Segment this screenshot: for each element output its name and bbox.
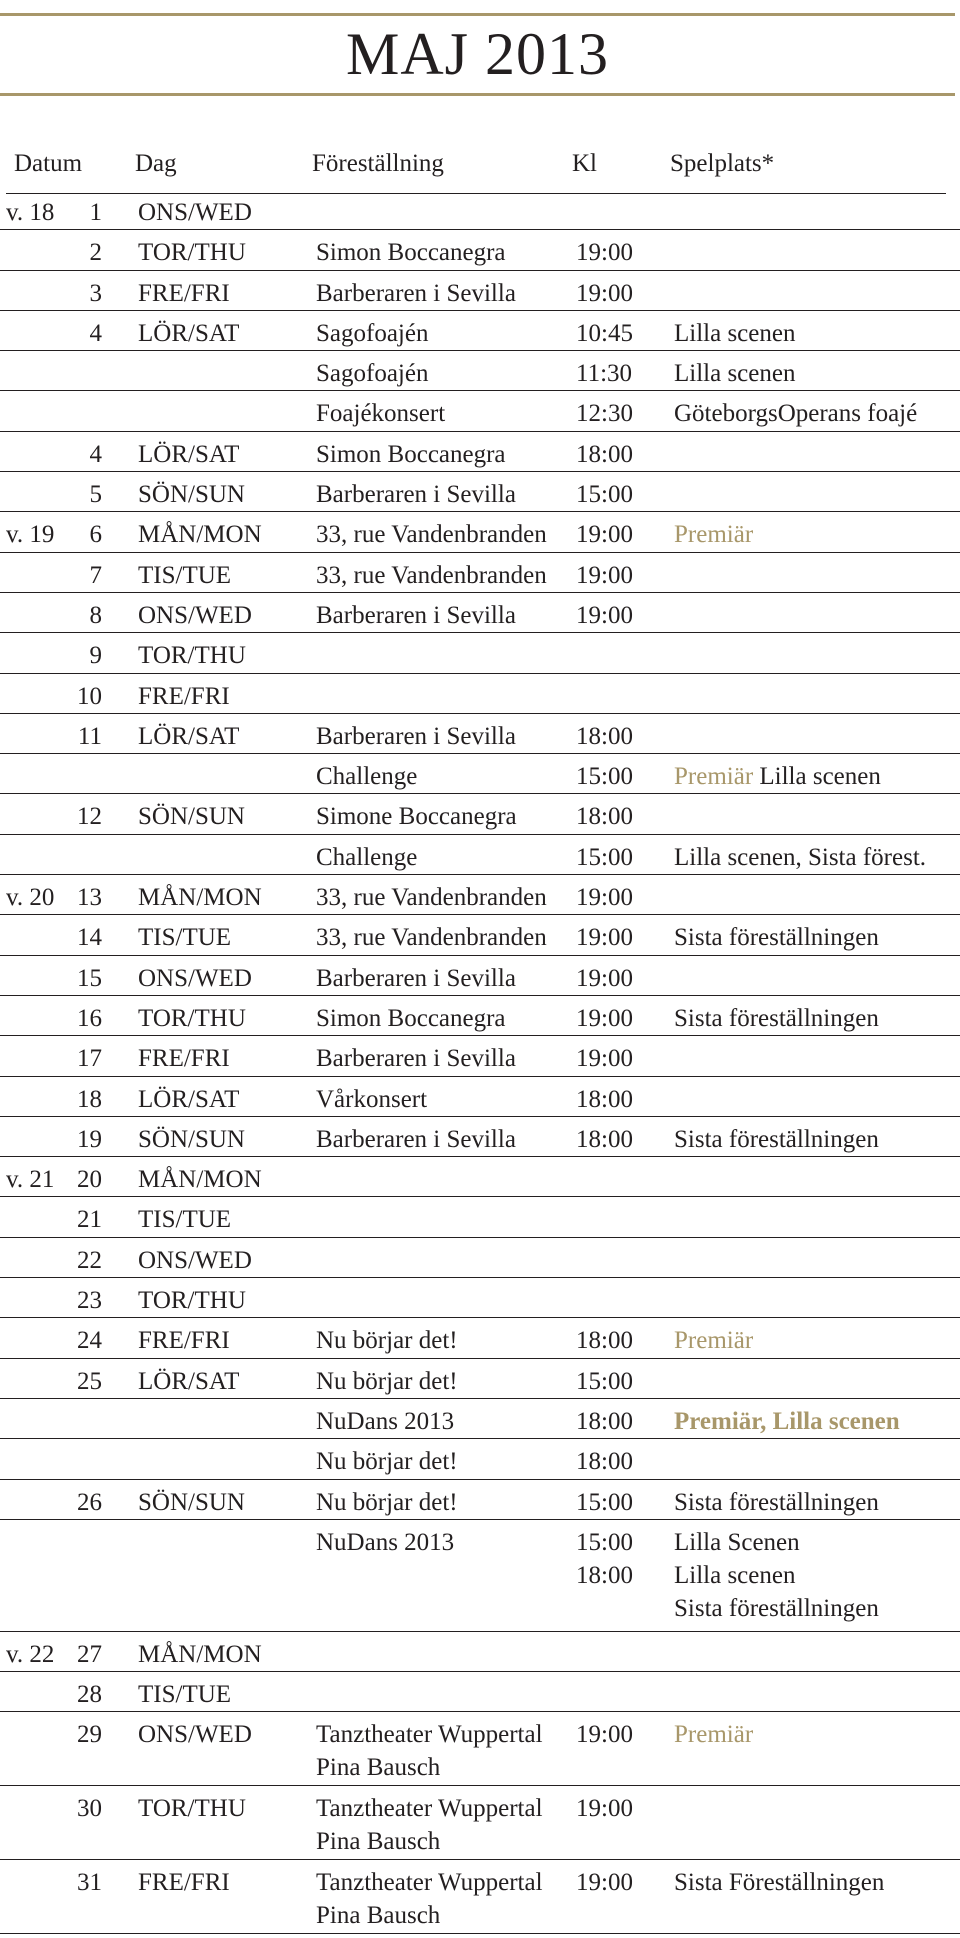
day-cell: TOR/THU	[138, 642, 246, 670]
show-cell-line: Barberaren i Sevilla	[316, 964, 516, 992]
day-cell: TIS/TUE	[138, 1681, 232, 1709]
show-cell-line: Simon Boccanegra	[316, 239, 506, 267]
venue-cell	[674, 841, 926, 874]
table-row	[0, 1036, 960, 1076]
venue-cell	[674, 1324, 753, 1357]
table-row	[0, 190, 960, 230]
show-cell-line: Pina Bausch	[316, 1754, 441, 1782]
time-cell-line: 15:00	[576, 1528, 633, 1556]
show-cell	[316, 1042, 516, 1075]
day-cell: TOR/THU	[138, 1795, 246, 1823]
show-cell-line: Barberaren i Sevilla	[316, 722, 516, 750]
table-row	[0, 351, 960, 391]
time-cell-line: 19:00	[576, 561, 633, 589]
venue-cell	[674, 1866, 884, 1899]
venue-cell	[674, 1002, 879, 1035]
show-cell-line: Simone Boccanegra	[316, 803, 517, 831]
table-row	[0, 311, 960, 351]
venue-cell	[674, 1526, 879, 1625]
table-row	[0, 754, 960, 794]
show-cell	[316, 1526, 454, 1559]
venue-cell	[674, 357, 795, 390]
time-cell-line: 19:00	[576, 1869, 633, 1897]
premiere-badge: Premiär	[674, 1327, 754, 1355]
show-cell	[316, 277, 516, 310]
time-cell-line: 19:00	[576, 239, 633, 267]
header-kl: Kl	[572, 150, 597, 177]
table-row	[0, 432, 960, 472]
table-row	[0, 1238, 960, 1278]
date-cell: 4	[89, 319, 102, 347]
time-cell-line: 18:00	[576, 722, 633, 750]
day-cell: FRE/FRI	[138, 1869, 230, 1897]
table-row	[0, 633, 960, 673]
show-cell	[316, 559, 547, 592]
time-cell	[576, 1123, 633, 1156]
show-cell	[316, 962, 516, 995]
venue-cell-line: Lilla scenen, Sista förest.	[674, 843, 927, 871]
table-row	[0, 1672, 960, 1712]
day-cell: ONS/WED	[138, 1246, 252, 1274]
day-cell: ONS/WED	[138, 199, 252, 226]
venue-cell-line: Sista föreställningen	[674, 1488, 879, 1516]
show-cell-line: Tanztheater Wuppertal	[316, 1721, 543, 1749]
show-cell	[316, 1792, 543, 1858]
venue-cell	[674, 1405, 900, 1438]
time-cell	[576, 1042, 633, 1075]
table-row	[0, 1197, 960, 1237]
date-cell: 15	[77, 964, 102, 992]
venue-cell-line: Sista föreställningen	[674, 1594, 879, 1622]
time-cell	[576, 559, 633, 592]
date-cell: 30	[77, 1795, 102, 1823]
time-cell	[576, 478, 633, 511]
time-cell-line: 19:00	[576, 884, 633, 912]
day-cell: SÖN/SUN	[138, 1488, 245, 1516]
header-datum: Datum	[14, 150, 83, 177]
time-cell	[576, 1486, 633, 1519]
time-cell-line: 18:00	[576, 1125, 633, 1153]
time-cell	[576, 397, 633, 430]
schedule-table	[0, 190, 960, 1934]
show-cell-line: 33, rue Vandenbranden	[316, 884, 547, 912]
time-cell	[576, 841, 633, 874]
week-cell: v. 18	[6, 199, 55, 226]
week-cell: v. 22	[6, 1640, 55, 1668]
venue-cell	[674, 921, 879, 954]
date-cell: 13	[77, 884, 102, 912]
show-cell-line: Nu börjar det!	[316, 1327, 458, 1355]
venue-cell-line: Lilla Scenen	[674, 1528, 800, 1556]
time-cell-line: 11:30	[576, 360, 633, 388]
time-cell	[576, 1445, 633, 1478]
day-cell: MÅN/MON	[138, 1640, 262, 1668]
time-cell-line: 19:00	[576, 1721, 633, 1749]
show-cell-line: Pina Bausch	[316, 1902, 441, 1930]
table-row	[0, 271, 960, 311]
day-cell: TIS/TUE	[138, 924, 232, 952]
date-cell: 29	[77, 1721, 102, 1749]
show-cell-line: Foajékonsert	[316, 400, 446, 428]
show-cell	[316, 317, 428, 350]
show-cell-line: Barberaren i Sevilla	[316, 279, 516, 307]
show-cell	[316, 478, 516, 511]
table-row	[0, 1077, 960, 1117]
time-cell-line: 18:00	[576, 1407, 633, 1435]
day-cell: MÅN/MON	[138, 521, 262, 549]
show-cell-line: Simon Boccanegra	[316, 440, 506, 468]
day-cell: ONS/WED	[138, 1721, 252, 1749]
day-cell: TIS/TUE	[138, 561, 232, 589]
time-cell-line: 18:00	[576, 1327, 633, 1355]
table-row	[0, 1278, 960, 1318]
venue-cell-line: Sista föreställningen	[674, 1004, 879, 1032]
day-cell: FRE/FRI	[138, 1327, 230, 1355]
venue-cell	[674, 760, 881, 793]
time-cell-line: 18:00	[576, 1561, 633, 1589]
venue-cell	[674, 317, 795, 350]
venue-cell-line: Lilla scenen	[674, 1561, 796, 1589]
show-cell	[316, 921, 547, 954]
premiere-badge: Premiär	[674, 763, 754, 791]
table-row	[0, 674, 960, 714]
date-cell: 8	[89, 601, 102, 629]
time-cell-line: 19:00	[576, 601, 633, 629]
table-header	[0, 146, 955, 186]
show-cell-line: NuDans 2013	[316, 1407, 455, 1435]
time-cell	[576, 881, 633, 914]
date-cell: 27	[77, 1640, 102, 1668]
table-row	[0, 1439, 960, 1479]
premiere-badge: Premiär, Lilla scenen	[674, 1407, 900, 1435]
table-row	[0, 391, 960, 431]
time-cell	[576, 1083, 633, 1116]
day-cell: LÖR/SAT	[138, 440, 240, 468]
time-cell-line: 19:00	[576, 279, 633, 307]
show-cell-line: Vårkonsert	[316, 1085, 428, 1113]
day-cell: ONS/WED	[138, 964, 252, 992]
time-cell	[576, 760, 633, 793]
day-cell: TIS/TUE	[138, 1206, 232, 1234]
date-cell: 26	[77, 1488, 102, 1516]
show-cell	[316, 841, 417, 874]
table-row	[0, 593, 960, 633]
header-spelplats: Spelplats*	[670, 150, 775, 177]
time-cell-line: 15:00	[576, 843, 633, 871]
page-title: MAJ 2013	[345, 21, 610, 87]
table-row	[0, 472, 960, 512]
show-cell	[316, 236, 506, 269]
time-cell	[576, 1792, 633, 1825]
show-cell	[316, 599, 516, 632]
time-cell	[576, 277, 633, 310]
day-cell: FRE/FRI	[138, 279, 230, 307]
time-cell-line: 19:00	[576, 1045, 633, 1073]
header-dag: Dag	[135, 150, 177, 177]
day-cell: TOR/THU	[138, 239, 246, 267]
show-cell-line: Barberaren i Sevilla	[316, 1045, 516, 1073]
date-cell: 25	[77, 1367, 102, 1395]
time-cell-line: 19:00	[576, 1004, 633, 1032]
table-row	[0, 1117, 960, 1157]
show-cell-line: Pina Bausch	[316, 1828, 441, 1856]
time-cell-line: 15:00	[576, 763, 633, 791]
table-row	[0, 1318, 960, 1358]
show-cell-line: Sagofoajén	[316, 319, 429, 347]
week-cell: v. 21	[6, 1166, 55, 1194]
show-cell-line: Challenge	[316, 843, 418, 871]
time-cell	[576, 921, 633, 954]
table-row	[0, 875, 960, 915]
top-gold-rule	[0, 13, 955, 16]
date-cell: 10	[77, 682, 102, 710]
show-cell-line: Nu börjar det!	[316, 1448, 458, 1476]
show-cell-line: 33, rue Vandenbranden	[316, 924, 547, 952]
show-cell	[316, 1405, 454, 1438]
week-cell: v. 19	[6, 521, 55, 549]
date-cell: 31	[77, 1869, 102, 1897]
table-row	[0, 1157, 960, 1197]
venue-cell	[674, 397, 917, 430]
date-cell: 3	[89, 279, 102, 307]
time-cell-line: 10:45	[576, 319, 633, 347]
premiere-badge: Premiär	[674, 521, 754, 549]
venue-cell-line: Sista föreställningen	[674, 924, 879, 952]
table-row	[0, 512, 960, 552]
time-cell-line: 19:00	[576, 924, 633, 952]
day-cell: TOR/THU	[138, 1287, 246, 1315]
show-cell	[316, 518, 547, 551]
time-cell-line: 19:00	[576, 964, 633, 992]
show-cell	[316, 1083, 427, 1116]
table-row	[0, 915, 960, 955]
time-cell-line: 12:30	[576, 400, 633, 428]
show-cell	[316, 1445, 458, 1478]
table-row	[0, 1712, 960, 1786]
day-cell: FRE/FRI	[138, 682, 230, 710]
date-cell: 18	[77, 1085, 102, 1113]
date-cell: 19	[77, 1125, 102, 1153]
venue-cell-line: Lilla scenen	[674, 360, 796, 388]
show-cell	[316, 800, 517, 833]
date-cell: 28	[77, 1681, 102, 1709]
show-cell-line: Sagofoajén	[316, 360, 429, 388]
show-cell	[316, 357, 428, 390]
show-cell-line: Barberaren i Sevilla	[316, 601, 516, 629]
date-cell: 21	[77, 1206, 102, 1234]
show-cell-line: Tanztheater Wuppertal	[316, 1869, 543, 1897]
table-row	[0, 1520, 960, 1632]
table-row	[0, 1786, 960, 1860]
venue-cell	[674, 1718, 753, 1751]
table-row	[0, 996, 960, 1036]
week-cell: v. 20	[6, 884, 55, 912]
show-cell-line: Simon Boccanegra	[316, 1004, 506, 1032]
show-cell	[316, 1365, 458, 1398]
show-cell	[316, 397, 445, 430]
show-cell	[316, 760, 417, 793]
venue-cell	[674, 518, 753, 551]
show-cell	[316, 720, 516, 753]
date-cell: 24	[77, 1327, 102, 1355]
date-cell: 9	[89, 642, 102, 670]
time-cell	[576, 962, 633, 995]
venue-after-premiere: Lilla scenen	[753, 763, 881, 791]
time-cell	[576, 357, 632, 390]
time-cell-line: 18:00	[576, 1085, 633, 1113]
title-gold-rule	[0, 93, 955, 96]
venue-cell-line: Lilla scenen	[674, 319, 796, 347]
table-row	[0, 956, 960, 996]
day-cell: LÖR/SAT	[138, 1085, 240, 1113]
show-cell-line: Tanztheater Wuppertal	[316, 1795, 543, 1823]
table-row	[0, 553, 960, 593]
table-row	[0, 1359, 960, 1399]
time-cell	[576, 317, 633, 350]
date-cell: 1	[89, 199, 102, 226]
time-cell	[576, 1866, 633, 1899]
day-cell: MÅN/MON	[138, 1166, 262, 1194]
day-cell: LÖR/SAT	[138, 722, 240, 750]
time-cell	[576, 1718, 633, 1751]
venue-cell-line: Sista Föreställningen	[674, 1869, 885, 1897]
show-cell-line: Barberaren i Sevilla	[316, 1125, 516, 1153]
date-cell: 11	[77, 722, 102, 750]
premiere-badge: Premiär	[674, 1721, 754, 1749]
table-row	[0, 794, 960, 834]
show-cell-line: 33, rue Vandenbranden	[316, 521, 547, 549]
time-cell	[576, 599, 633, 632]
table-row	[0, 714, 960, 754]
date-cell: 20	[77, 1166, 102, 1194]
show-cell	[316, 881, 547, 914]
date-cell: 4	[89, 440, 102, 468]
show-cell	[316, 1866, 543, 1932]
day-cell: LÖR/SAT	[138, 1367, 240, 1395]
venue-cell	[674, 1123, 879, 1156]
show-cell	[316, 438, 506, 471]
table-row	[0, 1480, 960, 1520]
time-cell	[576, 1405, 633, 1438]
date-cell: 23	[77, 1287, 102, 1315]
day-cell: FRE/FRI	[138, 1045, 230, 1073]
show-cell-line: Barberaren i Sevilla	[316, 481, 516, 509]
day-cell: SÖN/SUN	[138, 803, 245, 831]
time-cell-line: 19:00	[576, 521, 633, 549]
venue-cell	[674, 1486, 879, 1519]
time-cell	[576, 236, 633, 269]
date-cell: 2	[89, 239, 102, 267]
time-cell	[576, 720, 633, 753]
header-forestallning: Föreställning	[312, 150, 444, 177]
time-cell	[576, 1526, 633, 1592]
show-cell-line: NuDans 2013	[316, 1528, 455, 1556]
time-cell	[576, 518, 633, 551]
date-cell: 22	[77, 1246, 102, 1274]
show-cell-line: Nu börjar det!	[316, 1367, 458, 1395]
venue-cell-line: Sista föreställningen	[674, 1125, 879, 1153]
time-cell	[576, 800, 633, 833]
time-cell-line: 15:00	[576, 1488, 633, 1516]
day-cell: SÖN/SUN	[138, 481, 245, 509]
show-cell	[316, 1324, 458, 1357]
time-cell	[576, 438, 633, 471]
time-cell	[576, 1324, 633, 1357]
show-cell	[316, 1718, 543, 1784]
date-cell: 7	[89, 561, 102, 589]
show-cell-line: Challenge	[316, 763, 418, 791]
date-cell: 12	[77, 803, 102, 831]
time-cell	[576, 1365, 633, 1398]
time-cell-line: 15:00	[576, 1367, 633, 1395]
date-cell: 17	[77, 1045, 102, 1073]
time-cell	[576, 1002, 633, 1035]
table-row	[0, 1860, 960, 1934]
table-row	[0, 1632, 960, 1672]
time-cell-line: 18:00	[576, 440, 633, 468]
date-cell: 5	[89, 481, 102, 509]
date-cell: 14	[77, 924, 102, 952]
day-cell: TOR/THU	[138, 1004, 246, 1032]
time-cell-line: 15:00	[576, 481, 633, 509]
day-cell: ONS/WED	[138, 601, 252, 629]
table-row	[0, 230, 960, 270]
time-cell-line: 18:00	[576, 1448, 633, 1476]
day-cell: LÖR/SAT	[138, 319, 240, 347]
date-cell: 16	[77, 1004, 102, 1032]
show-cell	[316, 1002, 506, 1035]
day-cell: SÖN/SUN	[138, 1125, 245, 1153]
show-cell-line: Nu börjar det!	[316, 1488, 458, 1516]
day-cell: MÅN/MON	[138, 884, 262, 912]
show-cell	[316, 1486, 458, 1519]
venue-cell-line: GöteborgsOperans foajé	[674, 400, 918, 428]
time-cell-line: 19:00	[576, 1795, 633, 1823]
show-cell	[316, 1123, 516, 1156]
table-row	[0, 835, 960, 875]
table-row	[0, 1399, 960, 1439]
time-cell-line: 18:00	[576, 803, 633, 831]
date-cell: 6	[89, 521, 102, 549]
show-cell-line: 33, rue Vandenbranden	[316, 561, 547, 589]
